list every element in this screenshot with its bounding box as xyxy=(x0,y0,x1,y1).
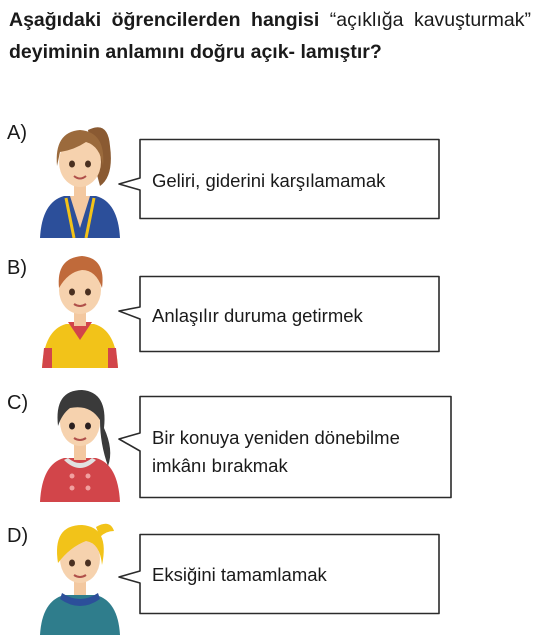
option-c-letter[interactable]: C) xyxy=(7,392,29,414)
girl-coat-icon xyxy=(30,380,130,502)
option-c-line1[interactable]: Bir konuya yeniden dönebilme xyxy=(152,427,400,448)
option-a-letter[interactable]: A) xyxy=(7,122,27,144)
option-b-text[interactable]: Anlaşılır duruma getirmek xyxy=(152,305,363,326)
option-c-line2[interactable]: imkânı bırakmak xyxy=(152,455,288,476)
option-d-letter[interactable]: D) xyxy=(7,525,29,547)
question-part1: Aşağıdaki öğrencilerden hangisi xyxy=(9,9,320,31)
question-text xyxy=(9,4,531,68)
option-a-text[interactable]: Geliri, giderini karşılamamak xyxy=(152,170,386,191)
girl-blonde-icon xyxy=(30,513,130,635)
question-part2: deyiminin anlamını doğru açık- lamıştır? xyxy=(9,41,382,63)
option-b-letter[interactable]: B) xyxy=(7,257,27,279)
girl-ponytail-icon xyxy=(30,116,130,238)
question-quote: “açıklığa kavuşturmak” xyxy=(329,9,531,31)
option-d-text[interactable]: Eksiğini tamamlamak xyxy=(152,564,327,585)
boy-icon xyxy=(30,248,130,370)
